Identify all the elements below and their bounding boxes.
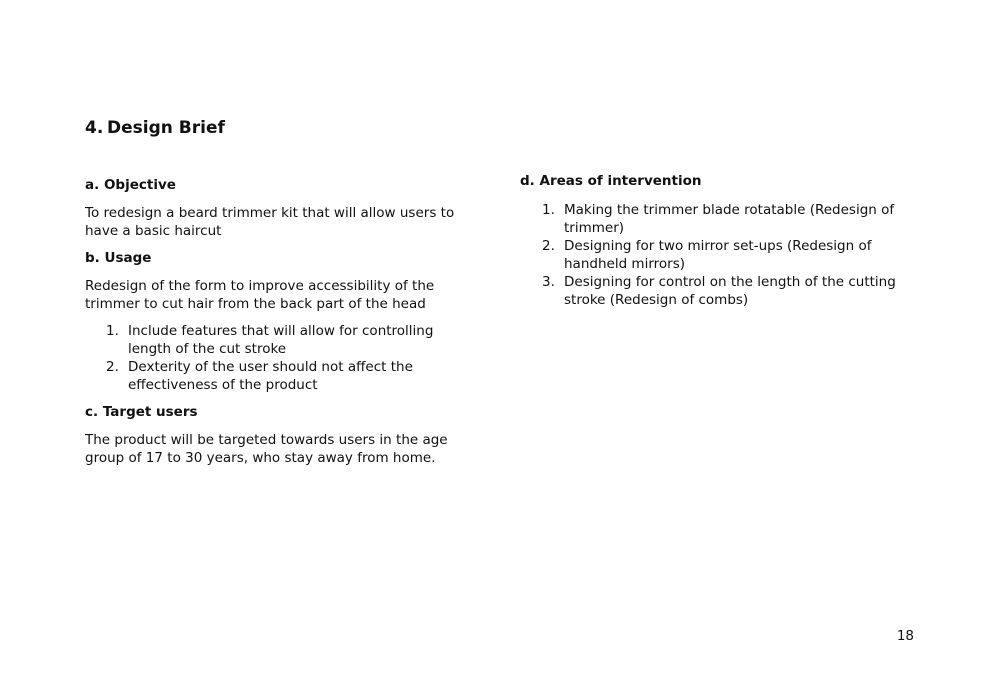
- list-item-marker: 1.: [542, 202, 555, 218]
- section-number: 4.: [85, 118, 104, 138]
- list-item-text: Designing for control on the length of the cutting stroke (Redesign of combs): [564, 274, 896, 308]
- target-users-text: The product will be targeted towards users in the age group of 17 to 30 years, who stay away from home.: [85, 432, 448, 466]
- usage-list: [85, 322, 480, 394]
- areas-heading: d. Areas of intervention: [520, 173, 702, 189]
- list-item-marker: 2.: [542, 238, 555, 254]
- page-number: 18: [896, 628, 914, 644]
- page-title: [85, 116, 225, 140]
- list-item: [520, 237, 920, 273]
- list-item-marker: 2.: [106, 359, 119, 375]
- list-item-marker: 3.: [542, 274, 555, 290]
- areas-list: [520, 201, 920, 309]
- objective-text: To redesign a beard trimmer kit that will allow users to have a basic haircut: [85, 205, 455, 239]
- objective-heading: a. Objective: [85, 177, 176, 193]
- section-title-text: Design Brief: [107, 118, 225, 138]
- list-item: [520, 273, 920, 309]
- list-item-text: Designing for two mirror set-ups (Redesign of handheld mirrors): [564, 238, 872, 272]
- list-item: [85, 358, 480, 394]
- list-item-text: Dexterity of the user should not affect the effectiveness of the product: [128, 359, 413, 393]
- list-item-marker: 1.: [106, 323, 119, 339]
- right-column: [520, 172, 920, 309]
- list-item: [520, 201, 920, 237]
- left-column: [85, 176, 480, 467]
- list-item-text: Making the trimmer blade rotatable (Redesign of trimmer): [564, 202, 895, 236]
- usage-text: Redesign of the form to improve accessibility of the trimmer to cut hair from the back part of the head: [85, 278, 435, 312]
- target-users-heading: c. Target users: [85, 404, 198, 420]
- list-item: [85, 322, 480, 358]
- usage-heading: b. Usage: [85, 250, 152, 266]
- list-item-text: Include features that will allow for controlling length of the cut stroke: [128, 323, 434, 357]
